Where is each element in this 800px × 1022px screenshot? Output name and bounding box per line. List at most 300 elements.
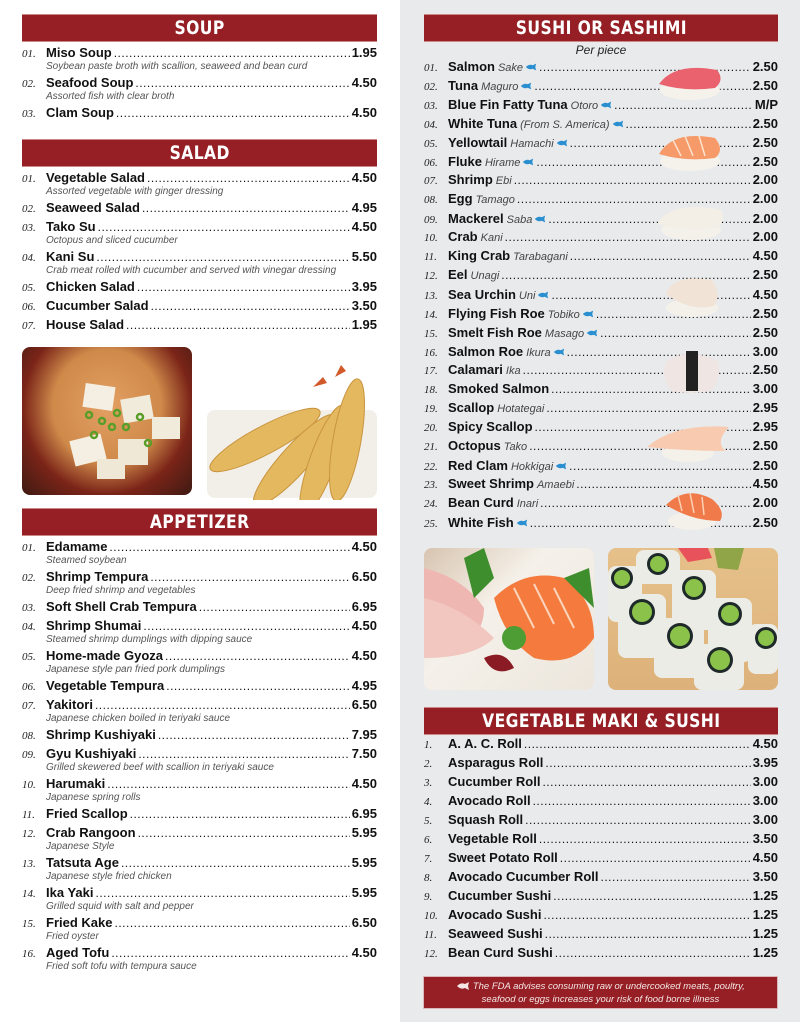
item-name: White Tuna bbox=[448, 116, 518, 131]
item-japanese-name: Hamachi bbox=[510, 138, 554, 150]
veggie-title: VEGETABLE MAKI & SUSHI bbox=[481, 710, 721, 732]
dot-leader bbox=[137, 280, 350, 294]
item-number: 07. bbox=[22, 320, 36, 332]
item-description: Japanese chicken boiled in teriyaki sauce bbox=[46, 713, 230, 724]
item-name: Smelt Fish Roe bbox=[448, 325, 542, 340]
menu-item-row bbox=[22, 599, 377, 618]
item-japanese-name: Maguro bbox=[481, 81, 519, 93]
right-column bbox=[400, 0, 800, 1022]
item-number: 02. bbox=[424, 81, 438, 93]
item-name: Shrimp Kushiyaki bbox=[46, 727, 156, 742]
menu-item-row bbox=[22, 539, 377, 558]
item-description: Steamed shrimp dumplings with dipping sauce bbox=[46, 634, 253, 645]
item-number: 01. bbox=[22, 173, 36, 185]
menu-item-row bbox=[22, 219, 377, 238]
item-number: 01. bbox=[424, 62, 438, 74]
item-name: Edamame bbox=[46, 539, 108, 554]
item-number: 6. bbox=[424, 834, 433, 846]
item-name: Red Clam bbox=[448, 458, 508, 473]
item-price: 3.00 bbox=[752, 344, 778, 359]
item-description: Grilled squid with salt and pepper bbox=[46, 901, 194, 912]
item-description: Fried oyster bbox=[46, 931, 99, 942]
item-number: 15. bbox=[22, 918, 36, 930]
dot-leader bbox=[126, 318, 350, 332]
shrimp-tempura-illustration bbox=[205, 365, 380, 500]
item-name: Harumaki bbox=[46, 776, 106, 791]
item-number: 08. bbox=[22, 730, 36, 742]
dot-leader bbox=[514, 173, 751, 187]
item-number: 13. bbox=[22, 858, 36, 870]
item-price: 6.95 bbox=[351, 599, 377, 614]
item-price: 3.95 bbox=[351, 279, 377, 294]
item-name: Fried Kake bbox=[46, 915, 113, 930]
menu-item-row bbox=[424, 774, 778, 793]
item-number: 05. bbox=[424, 138, 438, 150]
dot-leader bbox=[570, 249, 751, 263]
item-number: 16. bbox=[22, 948, 36, 960]
dot-leader bbox=[116, 106, 350, 120]
dot-leader bbox=[135, 76, 349, 90]
item-number: 18. bbox=[424, 384, 438, 396]
item-name: Tuna bbox=[448, 78, 479, 93]
item-name: Eel bbox=[448, 267, 468, 282]
item-japanese-name: Hirame bbox=[484, 157, 521, 169]
item-price: 2.95 bbox=[752, 400, 778, 415]
item-japanese-name: Uni bbox=[518, 290, 536, 302]
item-japanese-name: (From S. America) bbox=[520, 119, 610, 131]
item-number: 12. bbox=[424, 270, 438, 282]
raw-fish-icon bbox=[520, 77, 532, 85]
item-name: Avocado Roll bbox=[448, 793, 531, 808]
item-price: 5.95 bbox=[351, 825, 377, 840]
raw-fish-icon bbox=[553, 343, 565, 351]
item-number: 04. bbox=[424, 119, 438, 131]
item-number: 10. bbox=[424, 910, 438, 922]
menu-item-row bbox=[22, 317, 377, 336]
menu-item-row bbox=[424, 286, 778, 305]
item-number: 09. bbox=[22, 749, 36, 761]
item-name: Salmon bbox=[448, 59, 495, 74]
dot-leader bbox=[111, 946, 349, 960]
menu-item-row bbox=[22, 45, 377, 64]
dot-leader bbox=[165, 649, 350, 663]
item-name: Egg bbox=[448, 191, 473, 206]
item-price: 4.50 bbox=[752, 736, 778, 751]
menu-item-row bbox=[22, 825, 377, 844]
raw-fish-icon bbox=[456, 982, 470, 990]
item-number: 22. bbox=[424, 461, 438, 473]
item-japanese-name: Unagi bbox=[470, 270, 500, 282]
menu-item-row bbox=[22, 915, 377, 934]
item-number: 01. bbox=[22, 542, 36, 554]
item-number: 11. bbox=[424, 929, 437, 941]
menu-item-row bbox=[22, 648, 377, 667]
item-price: 4.50 bbox=[752, 287, 778, 302]
item-description: Assorted vegetable with ginger dressing bbox=[46, 186, 224, 197]
item-japanese-name: Tobiko bbox=[547, 309, 580, 321]
item-number: 12. bbox=[22, 828, 36, 840]
menu-item-row bbox=[424, 305, 778, 324]
item-japanese-name: Saba bbox=[506, 214, 533, 226]
menu-item-row bbox=[22, 885, 377, 904]
item-price: M/P bbox=[754, 97, 778, 112]
dot-leader bbox=[130, 807, 350, 821]
item-name: Vegetable Roll bbox=[448, 831, 537, 846]
item-name: Spicy Scallop bbox=[448, 419, 533, 434]
item-price: 1.95 bbox=[351, 317, 377, 332]
item-price: 4.50 bbox=[351, 776, 377, 791]
dot-leader bbox=[138, 826, 350, 840]
item-description: Fried soft tofu with tempura sauce bbox=[46, 961, 197, 972]
item-name: Sweet Potato Roll bbox=[448, 850, 558, 865]
item-name: Shrimp Shumai bbox=[46, 618, 142, 633]
item-price: 3.00 bbox=[752, 774, 778, 789]
item-price: 2.50 bbox=[752, 325, 778, 340]
menu-item-row bbox=[424, 945, 778, 964]
item-number: 13. bbox=[424, 290, 438, 302]
item-price: 4.50 bbox=[351, 539, 377, 554]
item-japanese-name: Inari bbox=[516, 498, 539, 510]
dot-leader bbox=[142, 201, 350, 215]
item-name: Fried Scallop bbox=[46, 806, 128, 821]
item-name: Tatsuta Age bbox=[46, 855, 119, 870]
item-description: Japanese Style bbox=[46, 841, 115, 852]
menu-item-row bbox=[424, 812, 778, 831]
dot-leader bbox=[121, 856, 350, 870]
item-number: 06. bbox=[22, 301, 36, 313]
item-number: 11. bbox=[22, 809, 35, 821]
dot-leader bbox=[151, 299, 350, 313]
item-number: 07. bbox=[424, 175, 438, 187]
item-number: 04. bbox=[22, 252, 36, 264]
item-japanese-name: Otoro bbox=[570, 100, 599, 112]
dot-leader bbox=[147, 171, 350, 185]
item-name: Ika Yaki bbox=[46, 885, 94, 900]
item-price: 4.50 bbox=[351, 648, 377, 663]
item-price: 1.25 bbox=[752, 907, 778, 922]
dot-leader bbox=[199, 600, 350, 614]
item-price: 3.00 bbox=[752, 812, 778, 827]
item-price: 1.95 bbox=[351, 45, 377, 60]
miso-soup-photo bbox=[22, 347, 192, 495]
raw-fish-icon bbox=[516, 514, 528, 522]
dot-leader bbox=[525, 813, 751, 827]
item-number: 10. bbox=[424, 232, 438, 244]
item-number: 01. bbox=[22, 48, 36, 60]
raw-fish-icon bbox=[612, 115, 624, 123]
item-japanese-name: Amaebi bbox=[536, 479, 575, 491]
item-price: 2.50 bbox=[752, 362, 778, 377]
item-japanese-name: Tako bbox=[503, 441, 528, 453]
item-name: Seaweed Salad bbox=[46, 200, 140, 215]
fda-notice-line2: seafood or eggs increases your risk of food borne illness bbox=[481, 994, 720, 1005]
item-number: 03. bbox=[424, 100, 438, 112]
dot-leader bbox=[98, 220, 350, 234]
menu-item-row bbox=[22, 170, 377, 189]
item-number: 03. bbox=[22, 222, 36, 234]
menu-item-row bbox=[424, 793, 778, 812]
item-name: Mackerel bbox=[448, 211, 504, 226]
item-price: 5.50 bbox=[351, 249, 377, 264]
item-japanese-name: Ebi bbox=[495, 175, 512, 187]
menu-item-row bbox=[22, 249, 377, 268]
item-name: Scallop bbox=[448, 400, 495, 415]
item-name: Clam Soup bbox=[46, 105, 114, 120]
menu-item-row bbox=[22, 279, 377, 298]
item-number: 02. bbox=[22, 203, 36, 215]
menu-item-row bbox=[22, 200, 377, 219]
item-name: Flying Fish Roe bbox=[448, 306, 545, 321]
item-number: 09. bbox=[424, 214, 438, 226]
menu-item-row bbox=[22, 618, 377, 637]
sashimi-illustration bbox=[424, 548, 594, 690]
dot-leader bbox=[533, 794, 751, 808]
item-description: Crab meat rolled with cucumber and served with vinegar dressing bbox=[46, 265, 337, 276]
item-name: A. A. C. Roll bbox=[448, 736, 522, 751]
item-price: 2.50 bbox=[752, 515, 778, 530]
item-name: Blue Fin Fatty Tuna bbox=[448, 97, 568, 112]
item-number: 3. bbox=[424, 777, 433, 789]
dot-leader bbox=[546, 401, 750, 415]
dot-leader bbox=[545, 756, 750, 770]
item-price: 2.00 bbox=[752, 229, 778, 244]
item-number: 07. bbox=[22, 700, 36, 712]
item-japanese-name: Ikura bbox=[526, 347, 551, 359]
item-number: 06. bbox=[424, 157, 438, 169]
item-price: 2.00 bbox=[752, 211, 778, 226]
soup-banner bbox=[22, 14, 377, 42]
dot-leader bbox=[95, 886, 349, 900]
item-name: Calamari bbox=[448, 362, 503, 377]
dot-leader bbox=[114, 916, 349, 930]
item-name: Shrimp Tempura bbox=[46, 569, 149, 584]
item-price: 2.50 bbox=[752, 78, 778, 93]
raw-fish-icon bbox=[582, 305, 594, 313]
item-price: 4.50 bbox=[351, 618, 377, 633]
dot-leader bbox=[543, 908, 750, 922]
dot-leader bbox=[150, 570, 349, 584]
item-price: 4.50 bbox=[752, 850, 778, 865]
menu-item-row bbox=[22, 746, 377, 765]
item-price: 5.95 bbox=[351, 885, 377, 900]
dot-leader bbox=[555, 946, 751, 960]
item-price: 2.00 bbox=[752, 495, 778, 510]
item-name: Cucumber Salad bbox=[46, 298, 149, 313]
item-name: Soft Shell Crab Tempura bbox=[46, 599, 197, 614]
item-name: Squash Roll bbox=[448, 812, 524, 827]
item-number: 10. bbox=[22, 779, 36, 791]
miso-soup-illustration bbox=[22, 347, 192, 495]
item-price: 2.00 bbox=[752, 172, 778, 187]
item-number: 16. bbox=[424, 347, 438, 359]
item-number: 02. bbox=[22, 78, 36, 90]
raw-fish-icon bbox=[600, 96, 612, 104]
item-number: 1. bbox=[424, 739, 433, 751]
dot-leader bbox=[96, 250, 349, 264]
item-price: 2.50 bbox=[752, 267, 778, 282]
dot-leader bbox=[138, 747, 349, 761]
menu-item-row bbox=[424, 888, 778, 907]
item-name: Sweet Shrimp bbox=[448, 476, 534, 491]
item-name: Gyu Kushiyaki bbox=[46, 746, 137, 761]
item-price: 2.95 bbox=[752, 419, 778, 434]
item-name: Avocado Sushi bbox=[448, 907, 542, 922]
appetizer-list bbox=[22, 539, 377, 975]
item-number: 14. bbox=[424, 309, 438, 321]
item-name: Bean Curd Sushi bbox=[448, 945, 553, 960]
menu-item-row bbox=[424, 267, 778, 286]
item-number: 20. bbox=[424, 422, 438, 434]
sushi-subtitle: Per piece bbox=[575, 43, 627, 57]
item-number: 25. bbox=[424, 518, 438, 530]
item-name: Seaweed Sushi bbox=[448, 926, 543, 941]
item-number: 9. bbox=[424, 891, 433, 903]
soup-list bbox=[22, 45, 377, 124]
item-price: 4.50 bbox=[752, 248, 778, 263]
item-name: Miso Soup bbox=[46, 45, 112, 60]
menu-item-row bbox=[424, 172, 778, 191]
dot-leader bbox=[553, 889, 750, 903]
item-price: 1.25 bbox=[752, 888, 778, 903]
menu-item-row bbox=[424, 850, 778, 869]
item-name: White Fish bbox=[448, 515, 514, 530]
menu-item-row bbox=[22, 776, 377, 795]
menu-item-row bbox=[424, 926, 778, 945]
item-description: Octopus and sliced cucumber bbox=[46, 235, 178, 246]
menu-item-row bbox=[22, 697, 377, 716]
item-price: 1.25 bbox=[752, 926, 778, 941]
item-name: Avocado Cucumber Roll bbox=[448, 869, 599, 884]
item-price: 6.95 bbox=[351, 806, 377, 821]
dot-leader bbox=[114, 46, 350, 60]
menu-item-row bbox=[22, 945, 377, 964]
item-name: Chicken Salad bbox=[46, 279, 135, 294]
dot-leader bbox=[158, 728, 350, 742]
item-number: 06. bbox=[22, 681, 36, 693]
item-name: Sea Urchin bbox=[448, 287, 516, 302]
item-description: Japanese spring rolls bbox=[46, 792, 141, 803]
menu-item-row bbox=[22, 806, 377, 825]
item-japanese-name: Hokkigai bbox=[510, 461, 554, 473]
item-description: Japanese style fried chicken bbox=[46, 871, 172, 882]
item-description: Steamed soybean bbox=[46, 555, 127, 566]
item-japanese-name: Tarabagani bbox=[513, 251, 568, 263]
item-price: 6.50 bbox=[351, 697, 377, 712]
item-price: 2.50 bbox=[752, 438, 778, 453]
item-name: Crab Rangoon bbox=[46, 825, 136, 840]
item-japanese-name: Tamago bbox=[475, 194, 515, 206]
menu-item-row bbox=[424, 248, 778, 267]
item-number: 05. bbox=[22, 651, 36, 663]
menu-item-row bbox=[22, 855, 377, 874]
item-price: 3.50 bbox=[752, 869, 778, 884]
fda-notice bbox=[423, 976, 778, 1009]
item-number: 8. bbox=[424, 872, 433, 884]
dot-leader bbox=[539, 832, 751, 846]
dot-leader bbox=[560, 851, 751, 865]
dot-leader bbox=[542, 775, 750, 789]
menu-item-row bbox=[424, 755, 778, 774]
menu-item-row bbox=[22, 569, 377, 588]
white-fish-nigiri-image bbox=[645, 417, 731, 465]
menu-item-row bbox=[424, 907, 778, 926]
item-name: Home-made Gyoza bbox=[46, 648, 164, 663]
item-name: Fluke bbox=[448, 154, 482, 169]
vegetable-maki-photo bbox=[608, 548, 778, 690]
item-price: 7.50 bbox=[351, 746, 377, 761]
veggie-banner bbox=[424, 707, 778, 735]
item-description: Japanese style pan fried pork dumplings bbox=[46, 664, 225, 675]
menu-item-row bbox=[22, 75, 377, 94]
menu-item-row bbox=[424, 736, 778, 755]
salad-list bbox=[22, 170, 377, 336]
item-price: 2.50 bbox=[752, 116, 778, 131]
veggie-list bbox=[424, 736, 778, 964]
item-price: 3.50 bbox=[351, 298, 377, 313]
item-number: 03. bbox=[22, 108, 36, 120]
menu-item-row bbox=[424, 324, 778, 343]
item-name: Cucumber Sushi bbox=[448, 888, 552, 903]
raw-fish-icon bbox=[537, 286, 549, 294]
item-price: 1.25 bbox=[752, 945, 778, 960]
item-number: 15. bbox=[424, 328, 438, 340]
item-price: 3.95 bbox=[752, 755, 778, 770]
menu-item-row bbox=[424, 362, 778, 381]
item-number: 17. bbox=[424, 365, 438, 377]
menu-item-row bbox=[22, 727, 377, 746]
menu-item-row bbox=[22, 105, 377, 124]
item-price: 6.50 bbox=[351, 915, 377, 930]
dot-leader bbox=[107, 777, 349, 791]
menu-item-row bbox=[22, 678, 377, 697]
item-price: 4.95 bbox=[351, 678, 377, 693]
scallop-nigiri-image bbox=[662, 272, 722, 320]
item-japanese-name: Masago bbox=[544, 328, 585, 340]
item-japanese-name: Kani bbox=[480, 232, 503, 244]
item-number: 2. bbox=[424, 758, 433, 770]
item-japanese-name: Hotategai bbox=[497, 403, 545, 415]
salad-title: SALAD bbox=[169, 142, 230, 164]
item-name: Tako Su bbox=[46, 219, 96, 234]
item-name: Crab bbox=[448, 229, 478, 244]
item-name: Cucumber Roll bbox=[448, 774, 541, 789]
maki-illustration bbox=[608, 548, 778, 690]
item-price: 3.50 bbox=[752, 831, 778, 846]
item-number: 14. bbox=[22, 888, 36, 900]
item-price: 3.00 bbox=[752, 793, 778, 808]
item-price: 3.00 bbox=[752, 381, 778, 396]
item-price: 4.50 bbox=[351, 219, 377, 234]
raw-fish-icon bbox=[556, 134, 568, 142]
item-name: Yakitori bbox=[46, 697, 93, 712]
item-name: Kani Su bbox=[46, 249, 95, 264]
raw-fish-icon bbox=[586, 324, 598, 332]
raw-fish-icon bbox=[522, 153, 534, 161]
item-price: 2.50 bbox=[752, 135, 778, 150]
item-description: Grilled skewered beef with scallion in teriyaki sauce bbox=[46, 762, 274, 773]
tuna-nigiri-image bbox=[655, 58, 725, 103]
mackerel-nigiri-image bbox=[655, 198, 727, 243]
item-description: Deep fried shrimp and vegetables bbox=[46, 585, 196, 596]
appetizer-title: APPETIZER bbox=[149, 511, 250, 533]
raw-fish-icon bbox=[525, 58, 537, 66]
menu-item-row bbox=[424, 343, 778, 362]
item-number: 4. bbox=[424, 796, 433, 808]
item-japanese-name: Ika bbox=[505, 365, 521, 377]
soup-title: SOUP bbox=[174, 17, 225, 39]
item-price: 2.50 bbox=[752, 59, 778, 74]
salmon-nigiri-image bbox=[655, 128, 725, 173]
